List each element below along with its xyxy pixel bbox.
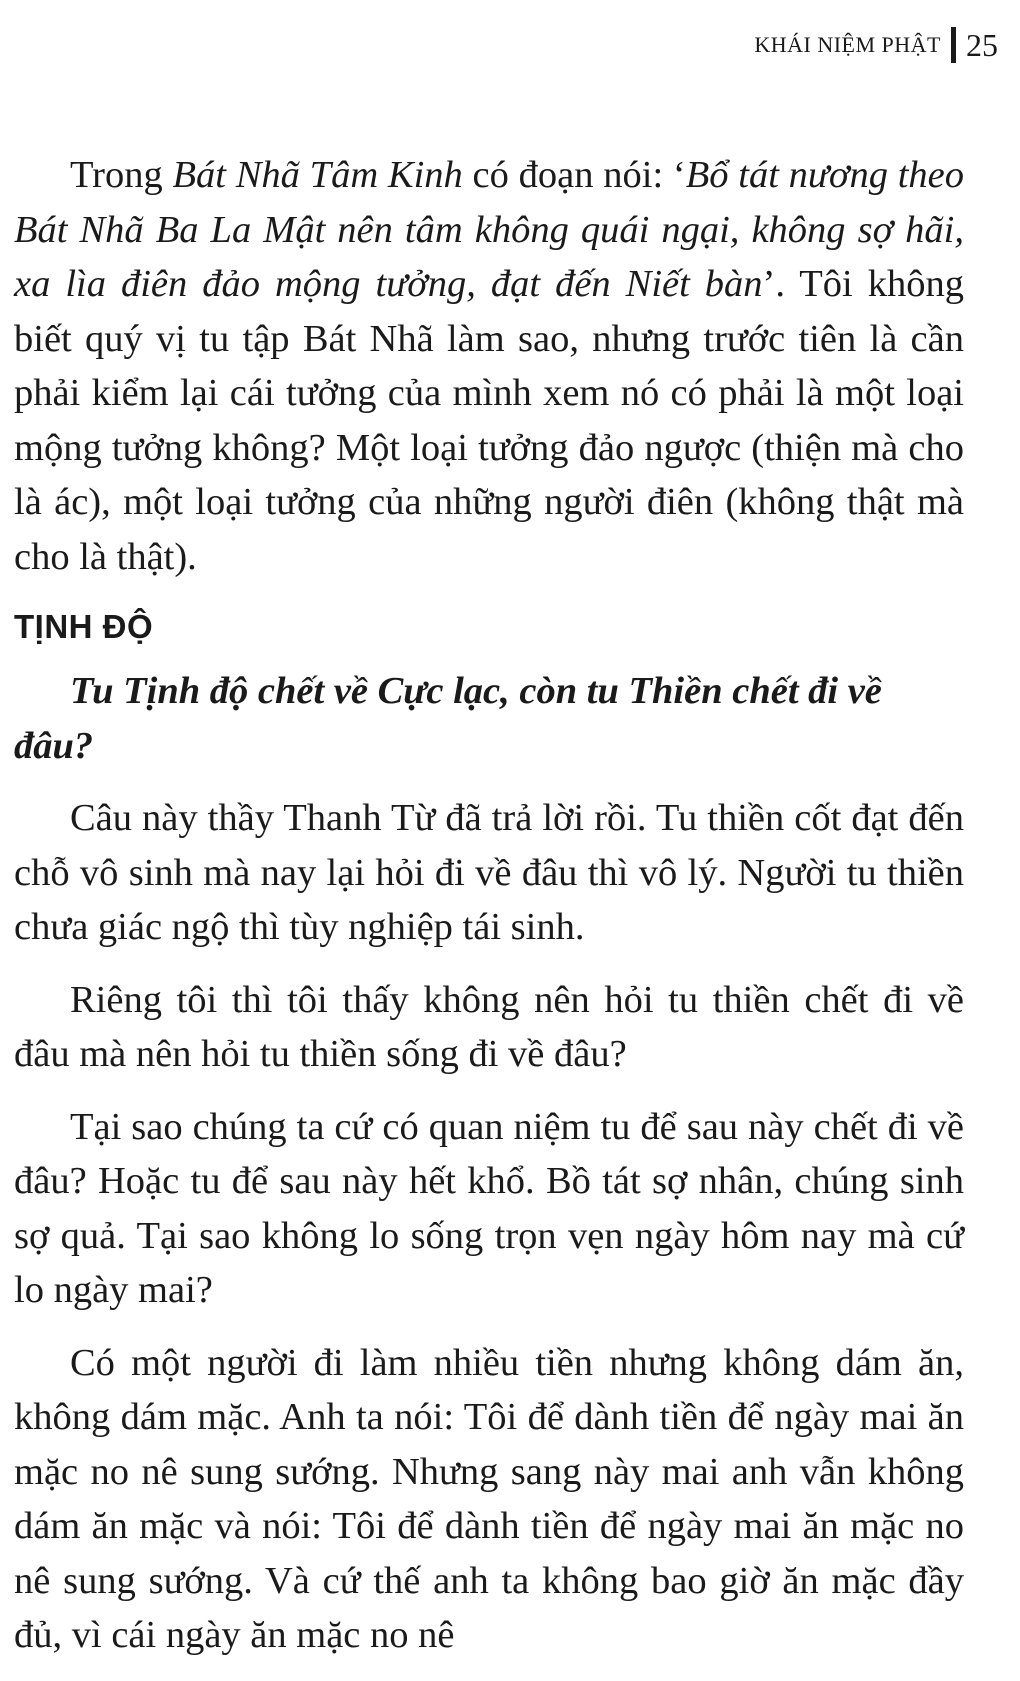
paragraph-personal-view: Riêng tôi thì tôi thấy không nên hỏi tu thiền chết đi về đâu mà nên hỏi tu thiền sống đi về đâu?	[14, 978, 964, 1075]
paragraph-story: Có một người đi làm nhiều tiền nhưng không dám ăn, không dám mặc. Anh ta nói: Tôi để dành tiền để ngày mai ăn mặc no nê sung sướng. Nhưng sang này mai anh vẫn không dám ăn mặc và nói: Tôi để dành tiền để ngày mai ăn mặc no nê sung sướng. Và cứ thế anh ta không bao giờ ăn mặc đầy đủ, vì cái ngày ăn mặc no nê	[14, 1341, 964, 1656]
paragraph-answer: Câu này thầy Thanh Từ đã trả lời rồi. Tu thiền cốt đạt đến chỗ vô sinh mà nay lại hỏi đi về đâu thì vô lý. Người tu thiền chưa giác ngộ thì tùy nghiệp tái sinh.	[14, 797, 964, 948]
section-heading: TỊNH ĐỘ	[14, 608, 154, 645]
chapter-title: KHÁI NIỆM PHẬT	[754, 32, 941, 57]
running-header	[754, 26, 998, 64]
sutra-quote: Bổ tát nương theo Bát Nhã Ba La Mật nên tâm không quái ngại, không sợ hãi, xa lìa điên đảo mộng tưởng, đạt đến Niết bàn	[14, 154, 964, 305]
page-body	[14, 148, 964, 1681]
paragraph-why: Tại sao chúng ta cứ có quan niệm tu để sau này chết đi về đâu? Hoặc tu để sau này hết khổ. Bồ tát sợ nhân, chúng sinh sợ quả. Tại sao không lo sống trọn vẹn ngày hôm nay mà cứ lo ngày mai?	[14, 1105, 964, 1311]
header-divider	[951, 27, 956, 63]
question-text: Tu Tịnh độ chết về Cực lạc, còn tu Thiền chết đi về đâu?	[14, 670, 882, 767]
page-number: 25	[966, 26, 998, 63]
paragraph-heart-sutra: Trong Bát Nhã Tâm Kinh có đoạn nói: ‘Bổ tát nương theo Bát Nhã Ba La Mật nên tâm không quái ngại, không sợ hãi, xa lìa điên đảo mộng tưởng, đạt đến Niết bàn’. Tôi không biết quý vị tu tập Bát Nhã làm sao, nhưng trước tiên là cần phải kiểm lại cái tưởng của mình xem nó có phải là một loại mộng tưởng không? Một loại tưởng đảo ngược (thiện mà cho là ác), một loại tưởng của những người điên (không thật mà cho là thật).	[14, 154, 964, 578]
sutra-title: Bát Nhã Tâm Kinh	[172, 154, 463, 196]
